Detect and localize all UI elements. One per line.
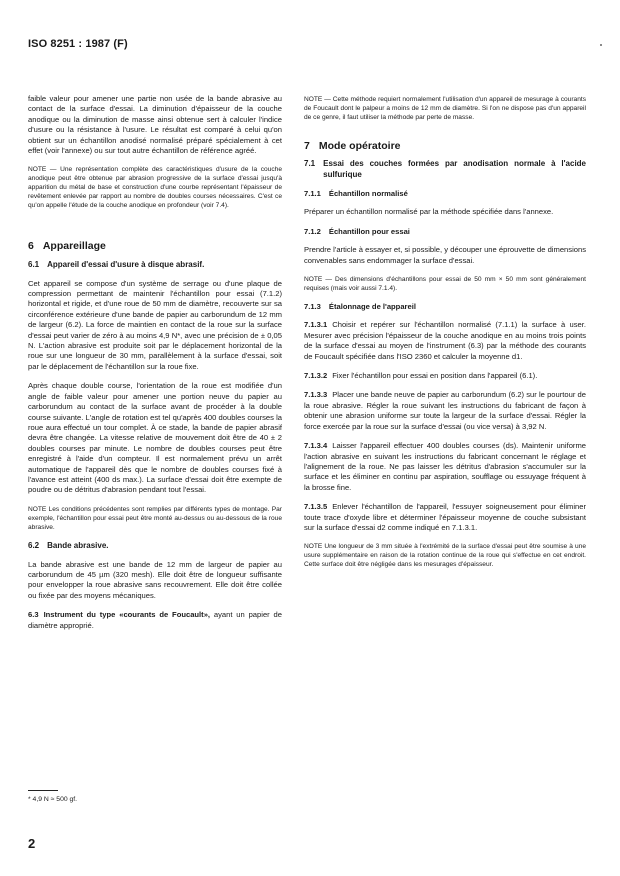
- section-6-3-number: 6.3: [28, 610, 39, 620]
- section-6-number: 6: [28, 240, 34, 253]
- section-7-1-heading: [304, 159, 586, 181]
- section-7-heading: [304, 141, 586, 151]
- section-7-1-1-title: Échantillon normalisé: [328, 189, 408, 198]
- clause-7-1-3-2-number: 7.1.3.2: [304, 371, 328, 381]
- section-6-heading: [28, 241, 282, 251]
- clause-7-1-3-3-number: 7.1.3.3: [304, 390, 328, 400]
- paragraph-7-1-3-2: [304, 371, 586, 381]
- section-7-number: 7: [304, 140, 310, 152]
- clause-7-1-3-5-text: Enlever l'échantillon de l'appareil, l'essuyer soigneusement pour éliminer toute trace d'oxyde libre et déterminer l'épaisseur moyenne de couche subsistant sur la surface d'essai d2 comme indiqué en 7.1.3.1.: [304, 502, 586, 532]
- footnote-divider: [28, 790, 58, 791]
- section-6-2-number: 6.2: [28, 540, 40, 550]
- paragraph-7-1-3-5: [304, 502, 586, 533]
- paragraph-6-2: La bande abrasive est une bande de 12 mm de largeur de papier au carborundum de 45 µm (320 mesh). Elle doit être de longueur suffisante pour envelopper la roue abrasive sans recouvrement. Elle doit être collée ou fixée par des moyens mécaniques.: [28, 559, 282, 600]
- paragraph-7-1-1: Préparer un échantillon normalisé par la méthode spécifiée dans l'annexe.: [304, 207, 554, 217]
- section-7-1-1-heading: [304, 189, 586, 199]
- paragraph-7-1-2: Prendre l'article à essayer et, si possible, y découper une éprouvette de dimensions convenables sans endommager la surface d'essai.: [304, 245, 586, 265]
- section-7-1-2-number: 7.1.2: [304, 226, 321, 236]
- page-number: 2: [28, 836, 36, 851]
- footnote-force: * 4,9 N ≈ 500 gf.: [28, 796, 78, 803]
- section-7-1-title: Essai des couches formées par anodisation normale à l'acide sulfurique: [323, 159, 586, 180]
- note-specimen-size: NOTE — Des dimensions d'échantillons pour essai de 50 mm × 50 mm sont généralement requises (mais voir aussi 7.1.4).: [304, 276, 586, 293]
- section-7-1-3-number: 7.1.3: [304, 302, 321, 312]
- section-6-1-heading: [28, 260, 282, 271]
- section-6-3-text: ayant un papier de diamètre approprié.: [28, 610, 282, 630]
- section-6-2-title: Bande abrasive.: [47, 540, 109, 550]
- section-7-1-2-heading: [304, 227, 586, 237]
- section-7-1-1-number: 7.1.1: [304, 189, 321, 198]
- clause-7-1-3-4-number: 7.1.3.4: [304, 441, 328, 451]
- paragraph-6-3: [28, 610, 282, 631]
- clause-7-1-3-1-number: 7.1.3.1: [304, 320, 328, 330]
- clause-7-1-3-1-text: Choisir et repérer sur l'échantillon normalisé (7.1.1) la surface à user. Mesurer avec précision l'épaisseur de la couche anodique en au moins trois points de la surface d'essai au moyen de l'instrument (6.3) par la méthode des courants de Foucault spécifiée dans l'ISO 2360 et calculer la moyenne d1.: [304, 320, 586, 361]
- paragraph-6-1-b: Après chaque double course, l'orientation de la roue est modifiée d'un angle de faible valeur pour amener une portion neuve du papier au carborundum au contact de la surface avant de procéder à la double course suivante. L'angle de rotation est tel qu'après 400 doubles courses la roue aura effectué un tour complet. À ce stade, la bande de papier abrasif devra être changée. La vitesse relative de mouvement doit être de 40 ± 2 doubles courses par minute. Le nombre de doubles courses peut être enregistré à l'aide d'un compteur. Il est normalement prévu un arrêt automatique de l'appareil dès que le nombre de doubles courses fixé à l'avance est atteint (400 ds max.). La surface d'essai doit être exempte de poudre ou de détritus d'abrasion pendant tout l'essai.: [28, 381, 282, 495]
- document-header: ISO 8251 : 1987 (F): [28, 38, 128, 50]
- section-6-2-heading: [28, 541, 282, 552]
- section-7-1-number: 7.1: [304, 159, 316, 169]
- paragraph-7-1-3-3: [304, 390, 586, 432]
- section-6-1-title: Appareil d'essai d'usure à disque abrasif.: [47, 259, 205, 269]
- clause-7-1-3-4-text: Laisser l'appareil effectuer 400 doubles courses (ds). Maintenir uniforme l'action abrasive en suivant les instructions du fabricant concernant le réglage et l'alignement de la roue. Ne pas laisser les détritus d'abrasion s'accumuler sur la surface et les éliminer en continu par aspiration, soufflage ou essuyage fréquent à la brosse fine.: [304, 441, 586, 492]
- note-wear-length: NOTE Une longueur de 3 mm située à l'extrémité de la surface d'essai peut être soumise à une usure supplémentaire en raison de la rotation continue de la roue qui s'effectue en cet endroit. Cette surface doit être négligée dans les mesurages d'épaisseur.: [304, 543, 586, 569]
- paragraph-7-1-3-1: [304, 320, 586, 362]
- right-column: [304, 95, 586, 578]
- note-anodic-study: NOTE — Une représentation complète des caractéristiques d'usure de la couche anodique peut être obtenue par abrasion progressive de la surface d'essai jusqu'à apparition du métal de base et construction d'une courbe représentant l'épaisseur de revêtement enlevée par rapport au nombre de doubles courses nécessaires. C'est ce qu'on appelle l'étude de la couche anodique en profondeur (voir 7.4).: [28, 166, 282, 210]
- section-6-title: Appareillage: [42, 240, 106, 253]
- paragraph-6-1-a: Cet appareil se compose d'un système de serrage ou d'une plaque de compression permettant de maintenir l'échantillon pour essai (7.1.2) horizontal et rigide, et d'une roue de 50 mm de diamètre, recouverte sur sa circonférence extérieure d'une bande de papier au carborundum de 12 mm de largeur (6.2). La force de maintien en contact de la roue sur la surface d'essai peut varier de zéro à au moins 4,9 N*, avec une précision de ± 0,05 N. L'action abrasive est produite soit par le déplacement horizontal de la roue sur une longueur de 30 mm, parallèlement à la surface d'essai, soit par le déplacement de l'échantillon sur la roue fixe.: [28, 278, 282, 371]
- clause-7-1-3-3-text: Placer une bande neuve de papier au carborundum (6.2) sur le pourtour de la roue abrasive. Régler la roue suivant les instructions du fabricant de façon à obtenir une abrasion uniforme sur toute la largeur de la surface d'essai. Régler la force exercée par la roue sur la surface d'essai (ou vice versa) à 3,92 N.: [304, 390, 586, 431]
- section-7-1-2-title: Échantillon pour essai: [328, 226, 410, 236]
- paragraph-7-1-3-4: [304, 441, 586, 493]
- section-7-title: Mode opératoire: [318, 140, 401, 152]
- note-eddy-current: NOTE — Cette méthode requiert normalement l'utilisation d'un appareil de mesurage à courants de Foucault dont le palpeur a moins de 12 mm de diamètre. Si l'on ne dispose pas d'un appareil de ce genre, il faut utiliser la méthode par perte de masse.: [304, 96, 586, 121]
- left-column: [28, 94, 282, 640]
- scan-speck: [600, 44, 602, 46]
- section-7-1-3-title: Étalonnage de l'appareil: [328, 302, 416, 312]
- section-7-1-3-heading: [304, 302, 586, 312]
- note-mounting: NOTE Les conditions précédentes sont remplies par différents types de montage. Par exemple, l'échantillon pour essai peut être monté au-dessus ou au-dessous de la roue abrasive.: [28, 505, 282, 531]
- intro-paragraph: faible valeur pour amener une partie non usée de la bande abrasive au contact de la surface d'essai. La diminution d'épaisseur de la couche anodique ou la diminution de masse ainsi obtenue sert à calculer l'indice d'usure ou la résistance à l'usure. Le résultat est comparé à celui qu'on obtient sur un échantillon anodisé normalisé préparé spécialement à cet effet (voir l'annexe) ou sur tout autre échantillon de référence agréé.: [28, 94, 282, 156]
- section-6-1-number: 6.1: [28, 259, 40, 269]
- clause-7-1-3-2-text: Fixer l'échantillon pour essai en position dans l'appareil (6.1).: [332, 371, 538, 381]
- clause-7-1-3-5-number: 7.1.3.5: [304, 502, 328, 512]
- section-6-3-title: Instrument du type «courants de Foucault»,: [43, 610, 211, 620]
